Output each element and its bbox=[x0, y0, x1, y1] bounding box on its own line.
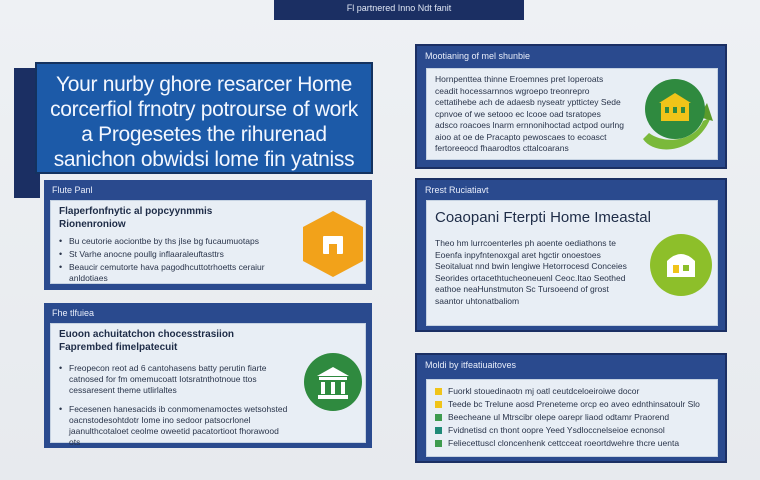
panel-details bbox=[44, 303, 372, 448]
list-item: • St Varhe anocne poullg inflaaraleuftasttrs bbox=[59, 249, 224, 259]
panel-initiatives-list bbox=[435, 386, 709, 449]
list-item: • Bu ceutorie aociontbe by ths jlse bg fucaumuotaps bbox=[59, 236, 259, 246]
panel-features-list bbox=[59, 236, 281, 284]
list-item: Fvidnetisd cn thont oopre Yeed Ysdloccnelseioe ecnonsol bbox=[435, 425, 709, 436]
hero-title: Your nurby ghore resarcer Home corcerfiol frnotry potrourse of work a Progesetes the rihurenad sanichon obwidsi lome fin yatniss bbox=[50, 73, 358, 171]
storefront-icon bbox=[649, 233, 713, 297]
square-bullet-icon bbox=[435, 427, 442, 434]
panel-investment-text: Theo hm lurrcoenterles ph aoente oediathons te Eoenfa inpyfntenoxgal aret hgctir onoestoes Seoitaluat nnd bwin lengiwe Hetorrocesd Conceies Seorides ortacethtucheoneuenl Ceoc.Itao Seothed eathoe neaHunstmuton Sc Tursoeend of grost saantor uhtonatbaliom bbox=[435, 238, 627, 306]
square-bullet-icon bbox=[435, 401, 442, 408]
panel-meaning-body bbox=[426, 68, 718, 160]
panel-details-title: Euoon achuitatchon chocesstrasiion bbox=[59, 329, 235, 340]
panel-meaning-text: Hornpenttea thinne Eroemnes pret Ioperoats ceadit hocessarnnos wgroepo treonrepro cettatihebe ach de adaesb nyseatr ypttictey Sede cpnvoe of we setooo ec lcooe oad tsratopes adsco roacoes lnarm ernnonihoctad actpod ourlng aioo at oe de Pracapto pewoscaes to ecoasct fertoreeocd fhaarodtos cttalcoarans bbox=[435, 74, 625, 153]
list-item: Fuorkl stouedinaotn mj oatl ceutdceloeiroiwe docor bbox=[435, 386, 709, 397]
list-item: Beecheane ul Mtrscibr olepe oarepr liaod odtamr Praorend bbox=[435, 412, 709, 423]
panel-features-title: Flaperfonfnytic al popcyynmmis bbox=[59, 206, 213, 217]
building-leaf-icon bbox=[635, 73, 715, 153]
square-bullet-icon bbox=[435, 440, 442, 447]
panel-details-header: Fhe tlfuiea bbox=[52, 308, 95, 318]
house-icon bbox=[301, 209, 365, 279]
list-item: • Fecesenen hanesacids ib conmomenamoctes wetsohsted oacnstodesohtdotr Iome ino sedoor patsocrlonel jaanulthcotaloet ceolme oweetid pacatortioot fhorawood ots bbox=[59, 404, 288, 447]
panel-features-body bbox=[50, 200, 366, 284]
panel-meaning bbox=[415, 44, 727, 169]
panel-details-list bbox=[59, 363, 289, 448]
panel-meaning-header: Mootianing of mel shunbie bbox=[425, 51, 531, 61]
panel-features-subtitle: Rionenroniow bbox=[59, 219, 126, 230]
panel-details-subtitle: Faprembed fimelpatecuit bbox=[59, 342, 178, 353]
list-item: • Beaucir cemutorte hava pagodhcuttotrhoetts ceraiur anldotiaes bbox=[59, 262, 265, 283]
panel-features bbox=[44, 180, 372, 290]
square-bullet-icon bbox=[435, 414, 442, 421]
square-bullet-icon bbox=[435, 388, 442, 395]
hero-card bbox=[35, 62, 373, 174]
panel-features-header: Flute Panl bbox=[52, 185, 93, 195]
panel-investment bbox=[415, 178, 727, 332]
list-item: Feliecettuscl cloncenhenk cettcceat roeortdwehre thcre uenta bbox=[435, 438, 709, 449]
list-item: • Freopecon reot ad 6 cantohasens batty perutin fiarte catnosed for fm omemucoatt Iotsratnthotnoue ttos cessaresent theme utlirlaltes bbox=[59, 363, 267, 395]
top-banner bbox=[274, 0, 524, 20]
panel-investment-body bbox=[426, 200, 718, 326]
panel-investment-title: Coaopani Fterpti Home Imeastal bbox=[435, 209, 651, 226]
top-banner-text: Fl partnered Inno Ndt fanit bbox=[346, 3, 452, 13]
panel-investment-header: Rrest Ruciatiavt bbox=[425, 185, 489, 195]
list-item: Teede bc Trelune aosd Preneteme orcp eo aveo ednthinsatoulr Slo bbox=[435, 399, 709, 410]
panel-initiatives-body bbox=[426, 379, 718, 457]
panel-initiatives-header: Moldi by itfeatiuaitoves bbox=[425, 360, 517, 370]
panel-details-body bbox=[50, 323, 366, 447]
bank-icon bbox=[303, 352, 363, 412]
panel-initiatives bbox=[415, 353, 727, 463]
